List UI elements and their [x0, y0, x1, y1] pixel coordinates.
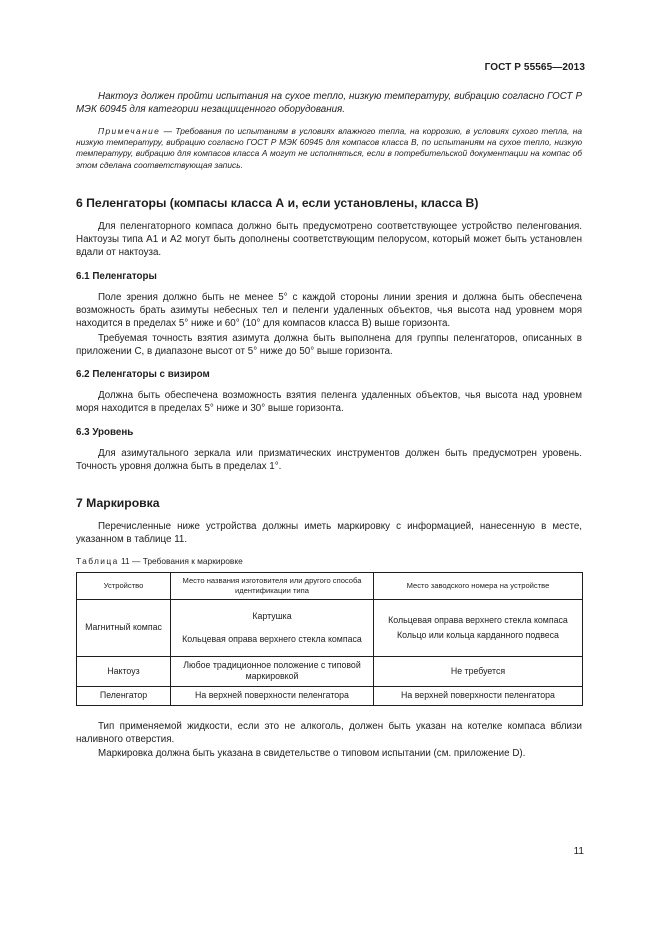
cell-line: Картушка — [252, 610, 292, 621]
subsection-6-2-paragraph — [76, 389, 582, 415]
subsection-6-3-paragraph — [76, 447, 582, 473]
table-cell-serial-place: Не требуется — [374, 656, 583, 686]
subsection-6-1-paragraph-1-text: Поле зрения должно быть не менее 5° с каждой стороны линии зрения и должна быть обеспечена возможность брать азимуты небесных тел и пеленги удаленных объектов, чья высота над уровнем моря находится в пределах 5° ниже и 60° (10° для компасов класса В) выше горизонта. — [76, 291, 582, 329]
subsection-6-1-title: 6.1 Пеленгаторы — [76, 270, 157, 282]
table-row — [77, 599, 583, 656]
section6-title: 6 Пеленгаторы (компасы класса А и, если установлены, класса В) — [76, 195, 479, 210]
subsection-6-3-paragraph-text: Для азимутального зеркала или призматических инструментов должен быть предусмотрен уровень. Точность уровня должна быть в пределах 1°. — [76, 447, 582, 472]
table-caption — [76, 556, 582, 566]
section6-paragraph — [76, 220, 582, 259]
table-cell-device: Нактоуз — [77, 656, 171, 686]
table-caption-label: Таблица — [76, 555, 119, 566]
table-header-name-place: Место названия изготовителя или другого способа идентификации типа — [171, 572, 374, 599]
table-cell-name-place — [171, 599, 374, 656]
document-id-header: ГОСТ Р 55565—2013 — [484, 62, 585, 73]
table-cell-serial-place: На верхней поверхности пеленгатора — [374, 686, 583, 705]
cell-line: Кольцевая оправа верхнего стекла компаса — [388, 614, 568, 625]
cell-gap — [175, 622, 369, 634]
note-text: — Требования по испытаниям в условиях влажного тепла, на коррозию, в условиях сухого тепла, на низкую температуру, вибрацию согласно ГОСТ Р МЭК 60945 для компасов класса В, по испытаниям на сухое тепло, низкую температуру, вибрацию для компасов класса А могут не исполняться, если в потребительской документации на компас об этом сделана соответствующая запись. — [76, 126, 582, 170]
note-label: Примечание — [98, 126, 161, 136]
table-header-serial-place: Место заводского номера на устройстве — [374, 572, 583, 599]
table-cell-name-place: На верхней поверхности пеленгатора — [171, 686, 374, 705]
cell-line: Кольцевая оправа верхнего стекла компаса — [182, 633, 362, 644]
table-cell-device: Магнитный компас — [77, 599, 171, 656]
note-paragraph — [76, 126, 582, 171]
table-header-device: Устройство — [77, 572, 171, 599]
intro-paragraph — [76, 90, 582, 116]
marking-requirements-table — [76, 572, 583, 706]
section7-title: 7 Маркировка — [76, 495, 160, 510]
section7-after-paragraph-2 — [76, 747, 582, 760]
table-row — [77, 656, 583, 686]
cell-line: Кольцо или кольца карданного подвеса — [397, 629, 559, 640]
page-number: 11 — [573, 846, 584, 857]
section7-after-paragraph-1 — [76, 720, 582, 746]
section6-paragraph-text: Для пеленгаторного компаса должно быть предусмотрено соответствующее устройство пеленгования. Нактоузы типа А1 и А2 могут быть дополнены соответствующим пелорусом, который может быть установлен вдали от нактоуза. — [76, 220, 582, 258]
section7-after-paragraph-2-text: Маркировка должна быть указана в свидетельстве о типовом испытании (см. приложение D). — [98, 747, 526, 759]
intro-paragraph-text: Нактоуз должен пройти испытания на сухое тепло, низкую температуру, вибрацию согласно ГОСТ Р МЭК 60945 для категории незащищенного оборудования. — [76, 91, 582, 115]
table-cell-name-place: Любое традиционное положение с типовой маркировкой — [171, 656, 374, 686]
page-content — [76, 90, 582, 760]
table-cell-serial-place — [374, 599, 583, 656]
subsection-6-1-paragraph-2 — [76, 332, 582, 358]
table-row — [77, 686, 583, 705]
section7-paragraph-text: Перечисленные ниже устройства должны иметь маркировку с информацией, нанесенную в месте, указанном в таблице 11. — [76, 520, 582, 545]
subsection-6-1-paragraph-1 — [76, 291, 582, 330]
subsection-6-3-title: 6.3 Уровень — [76, 426, 134, 438]
subsection-6-2-title: 6.2 Пеленгаторы с визиром — [76, 368, 210, 380]
section7-after-paragraph-1-text: Тип применяемой жидкости, если это не алкоголь, должен быть указан на котелке компаса вблизи наливного отверстия. — [76, 720, 582, 745]
table-caption-text: 11 — Требования к маркировке — [118, 555, 243, 566]
section7-paragraph — [76, 520, 582, 546]
subsection-6-1-paragraph-2-text: Требуемая точность взятия азимута должна быть выполнена для группы пеленгаторов, описанных в приложении С, в диапазоне высот от 5° ниже до 50° выше горизонта. — [76, 332, 582, 357]
subsection-6-2-paragraph-text: Должна быть обеспечена возможность взятия пеленга удаленных объектов, чья высота над уровнем моря находится в пределах 5° ниже и 30° выше горизонта. — [76, 389, 582, 414]
table-cell-device: Пеленгатор — [77, 686, 171, 705]
table-header-row — [77, 572, 583, 599]
